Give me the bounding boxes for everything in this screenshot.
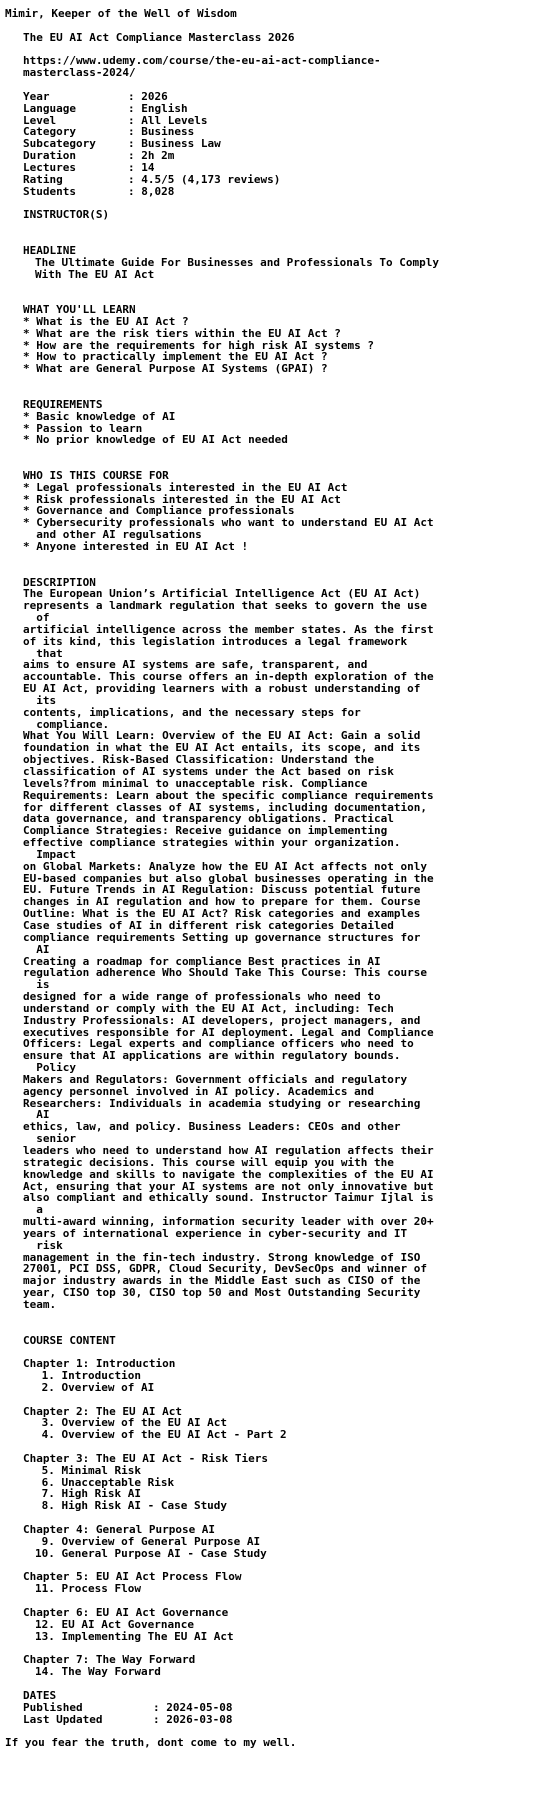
description-line: Industry Professionals: AI developers, project managers, and — [23, 1013, 421, 1027]
content-heading: COURSE CONTENT — [23, 1333, 116, 1347]
description-line: Compliance Strategies: Receive guidance on implementing — [23, 824, 388, 838]
description-line: major industry awards in the Middle East such as CISO of the — [23, 1274, 421, 1288]
instructors-heading: INSTRUCTOR(S) — [23, 208, 110, 222]
info-row-lectures: Lectures : 14 — [23, 160, 155, 174]
description-line: senior — [23, 1132, 76, 1146]
description-line: objectives. Risk-Based Classification: Understand the — [23, 753, 374, 767]
dates-heading: DATES — [23, 1688, 57, 1702]
date-key: Last Updated — [23, 1712, 103, 1726]
description-line: contents, implications, and the necessary steps for — [23, 705, 361, 719]
description-line: EU AI Act, providing learners with a robust understanding of — [23, 682, 421, 696]
description-line: data governance, and transparency obligations. Practical — [23, 812, 394, 826]
info-value: 14 — [141, 160, 155, 174]
info-key: Language — [23, 101, 76, 115]
info-key: Duration — [23, 149, 76, 163]
lecture-item: 6. Unacceptable Risk — [35, 1475, 175, 1489]
description-line: of its kind, this legislation introduces a legal framework — [23, 634, 408, 648]
description-line: Impact — [23, 847, 76, 861]
description-line: understand or comply with the EU AI Act, including: Tech — [23, 1001, 394, 1015]
description-line: EU-based companies but also global businesses operating in the — [23, 871, 434, 885]
description-line: changes in AI regulation and how to prepare for them. Course — [23, 895, 421, 909]
info-row-level: Level : All Levels — [23, 113, 208, 127]
date-value: 2024-05-08 — [166, 1700, 233, 1714]
description-line: regulation adherence Who Should Take This Course: This course — [23, 966, 427, 980]
headline-heading: HEADLINE — [23, 243, 76, 257]
course-url-line-2[interactable]: masterclass-2024/ — [23, 66, 136, 80]
info-row-duration: Duration : 2h 2m — [23, 149, 175, 163]
description-line: management in the fin-tech industry. Strong knowledge of ISO — [23, 1250, 421, 1264]
chapter — [5, 1453, 531, 1524]
requirement-item: * No prior knowledge of EU AI Act needed — [23, 433, 288, 447]
description-line: Creating a roadmap for compliance Best practices in AI — [23, 954, 381, 968]
description-heading: DESCRIPTION — [23, 575, 96, 589]
lecture-item: 5. Minimal Risk — [35, 1463, 141, 1477]
description-line: that — [23, 646, 63, 660]
course-url-line-1[interactable]: https://www.udemy.com/course/the-eu-ai-act-compliance- — [23, 54, 381, 68]
description-line: EU. Future Trends in AI Regulation: Discuss potential future — [23, 883, 421, 897]
learn-item: * How are the requirements for high risk AI systems ? — [23, 338, 374, 352]
description-line: multi-award winning, information security leader with over 20+ — [23, 1215, 434, 1229]
description-line: aims to ensure AI systems are safe, transparent, and — [23, 658, 368, 672]
description-line: Case studies of AI in different risk categories Detailed — [23, 918, 394, 932]
description-line: AI — [23, 1108, 50, 1122]
description-line: risk — [23, 1238, 63, 1252]
chapter — [5, 1571, 531, 1607]
description-line: years of international experience in cyber-security and IT — [23, 1226, 408, 1240]
chapter-title: Chapter 6: EU AI Act Governance — [23, 1605, 229, 1619]
requirement-item: * Basic knowledge of AI — [23, 409, 176, 423]
audience-item: * Risk professionals interested in the EU AI Act — [23, 492, 341, 506]
description-line: accountable. This course offers an in-depth exploration of the — [23, 670, 434, 684]
description-line: also compliant and ethically sound. Instructor Taimur Ijlal is — [23, 1191, 434, 1205]
description-line: Requirements: Learn about the specific compliance requirements — [23, 788, 434, 802]
description-line: year, CISO top 30, CISO top 50 and Most Outstanding Security — [23, 1286, 421, 1300]
info-row-rating: Rating : 4.5/5 (4,173 reviews) — [23, 172, 281, 186]
lecture-item: 8. High Risk AI - Case Study — [35, 1499, 228, 1513]
info-row-year: Year : 2026 — [23, 89, 168, 103]
info-key: Year — [23, 89, 50, 103]
info-key: Level — [23, 113, 57, 127]
lecture-item: 13. Implementing The EU AI Act — [35, 1629, 234, 1643]
info-key: Lectures — [23, 160, 76, 174]
description-line: effective compliance strategies within your organization. — [23, 836, 401, 850]
lecture-item: 11. Process Flow — [35, 1582, 141, 1596]
lecture-item: 1. Introduction — [35, 1369, 141, 1383]
description-body — [5, 588, 531, 1310]
description-line: a — [23, 1203, 43, 1217]
info-row-language: Language : English — [23, 101, 188, 115]
description-line: Researchers: Individuals in academia studying or researching — [23, 1096, 421, 1110]
course-content — [5, 1358, 531, 1678]
description-line: 27001, PCI DSS, GDPR, Cloud Security, DevSecOps and winner of — [23, 1262, 427, 1276]
chapter-title: Chapter 4: General Purpose AI — [23, 1523, 216, 1536]
lecture-item: 9. Overview of General Purpose AI — [35, 1534, 261, 1548]
chapter — [5, 1607, 531, 1654]
info-key: Subcategory — [23, 137, 96, 151]
info-table — [5, 91, 531, 198]
learn-item: * How to practically implement the EU AI Act ? — [23, 350, 328, 364]
headline-text: The Ultimate Guide For Businesses and Professionals To Comply — [35, 255, 439, 269]
chapter-title: Chapter 3: The EU AI Act - Risk Tiers — [23, 1451, 269, 1465]
info-key: Students — [23, 184, 76, 198]
info-value: 2026 — [141, 89, 168, 103]
headline-text: With The EU AI Act — [35, 267, 155, 281]
footer-text: If you fear the truth, dont come to my well. — [5, 1736, 297, 1750]
lecture-item: 14. The Way Forward — [35, 1665, 161, 1679]
audience-item: * Governance and Compliance professionals — [23, 504, 295, 518]
info-value: All Levels — [141, 113, 208, 127]
description-line: team. — [23, 1297, 57, 1311]
lecture-item: 12. EU AI Act Governance — [35, 1617, 194, 1631]
date-value: 2026-03-08 — [166, 1712, 233, 1726]
info-value: 8,028 — [141, 184, 175, 198]
requirement-item: * Passion to learn — [23, 421, 143, 435]
description-line: its — [23, 693, 57, 707]
requirements-heading: REQUIREMENTS — [23, 397, 103, 411]
learn-heading: WHAT YOU'LL LEARN — [23, 303, 136, 317]
description-line: classification of AI systems under the Act based on risk — [23, 765, 394, 778]
info-value: Business Law — [141, 137, 221, 151]
description-line: on Global Markets: Analyze how the EU AI Act affects not only — [23, 859, 427, 873]
lecture-item: 3. Overview of the EU AI Act — [35, 1416, 228, 1430]
lecture-item: 10. General Purpose AI - Case Study — [35, 1546, 267, 1560]
lecture-item: 4. Overview of the EU AI Act - Part 2 — [35, 1428, 287, 1442]
date-key: Published — [23, 1700, 83, 1714]
chapter — [5, 1654, 531, 1678]
description-line: strategic decisions. This course will equip you with the — [23, 1155, 394, 1169]
info-value: 4.5/5 (4,173 reviews) — [141, 172, 281, 186]
course-title: The EU AI Act Compliance Masterclass 2026 — [23, 30, 295, 44]
description-line: levels?from minimal to unacceptable risk. Compliance — [23, 776, 368, 790]
date-row-published: Published : 2024-05-08 — [23, 1700, 233, 1714]
chapter-title: Chapter 1: Introduction — [23, 1357, 176, 1371]
description-line: Officers: Legal experts and compliance officers who need to — [23, 1037, 414, 1051]
description-line: Act, ensuring that your AI systems are not only innovative but — [23, 1179, 434, 1193]
document — [5, 8, 531, 1749]
info-value: Business — [141, 125, 195, 139]
date-row-updated: Last Updated : 2026-03-08 — [23, 1712, 233, 1726]
learn-item: * What are the risk tiers within the EU AI Act ? — [23, 326, 341, 340]
description-line: AI — [23, 942, 50, 956]
chapter-title: Chapter 2: The EU AI Act — [23, 1404, 182, 1418]
chapter-title: Chapter 7: The Way Forward — [23, 1653, 196, 1667]
description-line: artificial intelligence across the member states. As the first — [23, 622, 434, 636]
description-line: knowledge and skills to navigate the complexities of the EU AI — [23, 1167, 434, 1181]
description-line: agency personnel involved in AI policy. Academics and — [23, 1084, 374, 1098]
description-line: represents a landmark regulation that seeks to govern the use — [23, 599, 427, 613]
description-line: ethics, law, and policy. Business Leaders: CEOs and other — [23, 1120, 401, 1134]
chapter — [5, 1358, 531, 1405]
audience-item: * Cybersecurity professionals who want to understand EU AI Act — [23, 516, 434, 530]
lecture-item: 2. Overview of AI — [35, 1380, 155, 1394]
description-line: of — [23, 611, 50, 625]
audience-heading: WHO IS THIS COURSE FOR — [23, 468, 169, 482]
info-value: English — [141, 101, 188, 115]
description-line: designed for a wide range of professionals who need to — [23, 990, 381, 1004]
info-key: Rating — [23, 172, 63, 186]
description-line: executives responsible for AI deployment. Legal and Compliance — [23, 1025, 434, 1039]
description-line: ensure that AI applications are within regulatory bounds. — [23, 1049, 401, 1063]
description-line: for different classes of AI systems, including documentation, — [23, 800, 427, 814]
audience-item: * Legal professionals interested in the EU AI Act — [23, 480, 348, 494]
info-key: Category — [23, 125, 76, 139]
audience-item: * Anyone interested in EU AI Act ! — [23, 539, 249, 553]
info-row-students: Students : 8,028 — [23, 184, 175, 198]
info-row-subcategory: Subcategory : Business Law — [23, 137, 221, 151]
chapter-title: Chapter 5: EU AI Act Process Flow — [23, 1570, 242, 1584]
description-line: compliance. — [23, 717, 110, 731]
description-line: The European Union’s Artificial Intelligence Act (EU AI Act) — [23, 587, 421, 601]
description-line: Makers and Regulators: Government officials and regulatory — [23, 1072, 408, 1086]
header-text: Mimir, Keeper of the Well of Wisdom — [5, 7, 237, 20]
description-line: foundation in what the EU AI Act entails, its scope, and its — [23, 741, 421, 755]
learn-item: * What is the EU AI Act ? — [23, 314, 189, 328]
audience-item: and other AI regulsations — [23, 528, 202, 542]
info-value: 2h 2m — [141, 149, 175, 163]
description-line: What You Will Learn: Overview of the EU AI Act: Gain a solid — [23, 729, 421, 743]
lecture-item: 7. High Risk AI — [35, 1487, 141, 1501]
description-line: leaders who need to understand how AI regulation affects their — [23, 1144, 434, 1157]
description-line: compliance requirements Setting up governance structures for — [23, 930, 421, 944]
description-line: Policy — [23, 1061, 76, 1075]
info-row-category: Category : Business — [23, 125, 195, 139]
chapter — [5, 1524, 531, 1571]
chapter — [5, 1406, 531, 1453]
learn-item: * What are General Purpose AI Systems (GPAI) ? — [23, 362, 328, 376]
description-line: is — [23, 978, 50, 992]
description-line: Outline: What is the EU AI Act? Risk categories and examples — [23, 907, 421, 921]
